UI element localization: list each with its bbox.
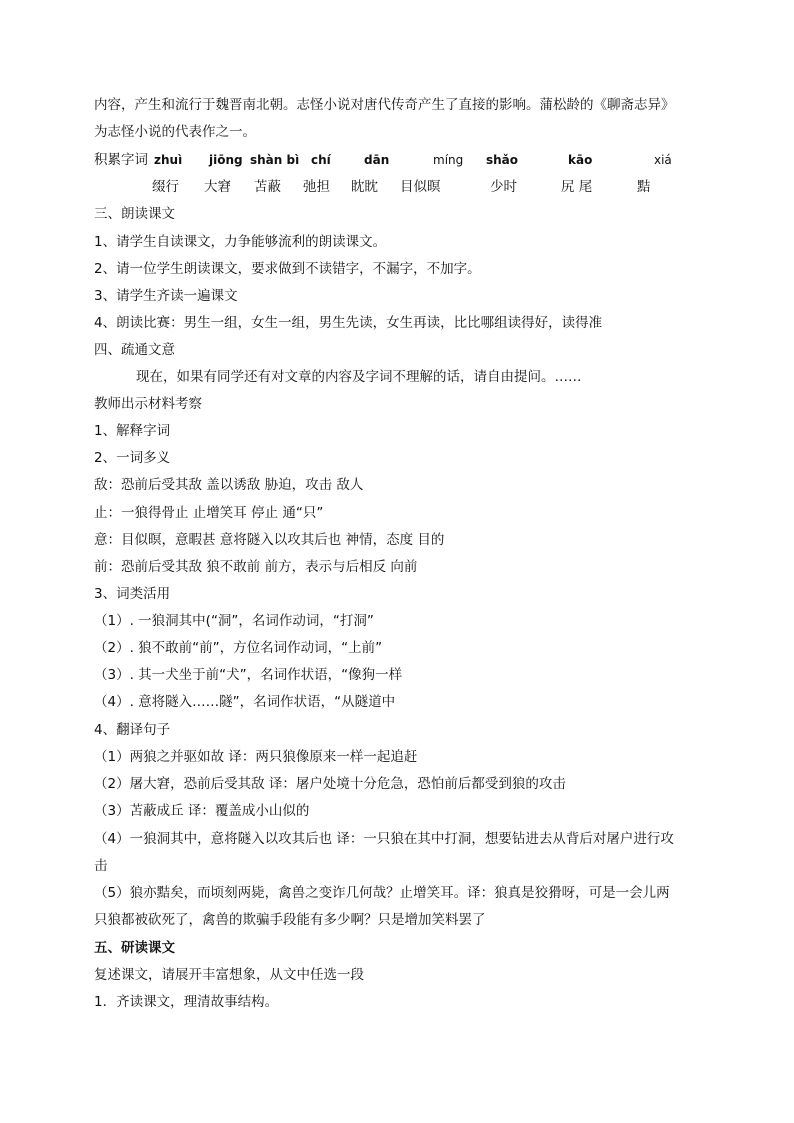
pinyin-zhui: zhuì xyxy=(154,153,183,167)
word-musiming: 目似暝 xyxy=(400,179,441,195)
translate-item-4: （4）一狼洞其中，意将隧入以攻其后也 译：一只狼在其中打洞，想要钻进去从背后对屠户进行攻 xyxy=(94,831,674,847)
shift-item-4: （4）. 意将隧入……隧”，名词作状语，“从隧道中 xyxy=(94,694,396,710)
section3-item-2: 2、请一位学生朗读课文，要求做到不读错字，不漏字，不加字。 xyxy=(94,261,481,277)
section3-item-1: 1、请学生自读课文，力争能够流利的朗读课文。 xyxy=(94,234,387,250)
section4-prompt: 现在，如果有同学还有对文章的内容及字词不理解的话，请自由提问。…… xyxy=(136,369,582,385)
section5-heading: 五、研读课文 xyxy=(94,940,175,956)
section5-line-2: 1．齐读课文，理清故事结构。 xyxy=(94,994,279,1010)
section4-heading: 四、疏通文意 xyxy=(94,342,175,358)
word-shaoshi: 少时 xyxy=(490,179,517,195)
translate-item-3: （3）苫蔽成丘 译：覆盖成小山似的 xyxy=(94,803,310,819)
polysemy-yi: 意：目似暝，意暇甚 意将隧入以攻其后也 神情，态度 目的 xyxy=(94,532,445,548)
pinyin-shanbi: shàn bì xyxy=(250,153,300,167)
translate-item-5-cont: 只狼都被砍死了，禽兽的欺骗手段能有多少啊？只是增加笑料罢了 xyxy=(94,912,486,928)
section3-heading: 三、朗读课文 xyxy=(94,206,175,222)
pinyin-dan: dān xyxy=(364,153,390,167)
pinyin-chi: chí xyxy=(311,153,331,167)
word-kaowei: 尻 尾 xyxy=(561,179,593,195)
polysemy-di: 敌：恐前后受其敌 盖以诱敌 胁迫，攻击 敌人 xyxy=(94,477,364,493)
word-shanbi: 苫蔽 xyxy=(254,179,281,195)
section4-teacher: 教师出示材料考察 xyxy=(94,396,202,412)
translate-item-5: （5）狼亦黠矣，而顷刻两毙，禽兽之变诈几何哉？止增笑耳。译：狼真是狡猾呀，可是一会儿两 xyxy=(94,885,670,901)
word-zhuixing: 缀行 xyxy=(152,179,179,195)
translate-item-4-cont: 击 xyxy=(94,858,108,874)
pinyin-ming: míng xyxy=(433,153,464,167)
word-dajiong: 大窘 xyxy=(204,179,231,195)
translate-item-2: （2）屠大窘，恐前后受其敌 译：屠户处境十分危急，恐怕前后都受到狼的攻击 xyxy=(94,776,566,792)
pinyin-shao: shǎo xyxy=(486,153,519,167)
section5-line-1: 复述课文，请展开丰富想象，从文中任选一段 xyxy=(94,967,364,983)
polysemy-zhi: 止：一狼得骨止 止增笑耳 停止 通“只” xyxy=(94,505,324,521)
word-dandan: 眈眈 xyxy=(351,179,378,195)
section4-translate: 4、翻译句子 xyxy=(94,722,171,738)
word-xia: 黠 xyxy=(637,179,651,195)
pinyin-jiong: jiōng xyxy=(209,153,243,167)
word-chidan: 弛担 xyxy=(303,179,330,195)
section4-shift: 3、词类活用 xyxy=(94,586,171,602)
polysemy-qian: 前：恐前后受其敌 狼不敢前 前方，表示与后相反 向前 xyxy=(94,559,418,575)
intro-line-1: 内容，产生和流行于魏晋南北朝。志怪小说对唐代传奇产生了直接的影响。蒲松龄的《聊斋志异》 xyxy=(94,97,675,113)
section4-polysemy: 2、一词多义 xyxy=(94,450,171,466)
vocab-label: 积累字词 xyxy=(94,152,148,168)
pinyin-xia: xiá xyxy=(654,153,672,167)
shift-item-2: （2）. 狼不敢前“前”，方位名词作动词，“上前” xyxy=(94,640,383,656)
shift-item-3: （3）. 其一犬坐于前“犬”，名词作状语，“像狗一样 xyxy=(94,667,403,683)
section3-item-3: 3、请学生齐读一遍课文 xyxy=(94,288,238,304)
section4-explain: 1、解释字词 xyxy=(94,423,171,439)
translate-item-1: （1）两狼之并驱如故 译：两只狼像原来一样一起追赶 xyxy=(94,749,418,765)
pinyin-kao: kāo xyxy=(568,153,593,167)
section3-item-4: 4、朗读比赛：男生一组，女生一组，男生先读，女生再读，比比哪组读得好，读得准 xyxy=(94,315,603,331)
intro-line-2: 为志怪小说的代表作之一。 xyxy=(94,124,256,140)
shift-item-1: （1）. 一狼洞其中(“洞”，名词作动词，“打洞” xyxy=(94,613,374,629)
